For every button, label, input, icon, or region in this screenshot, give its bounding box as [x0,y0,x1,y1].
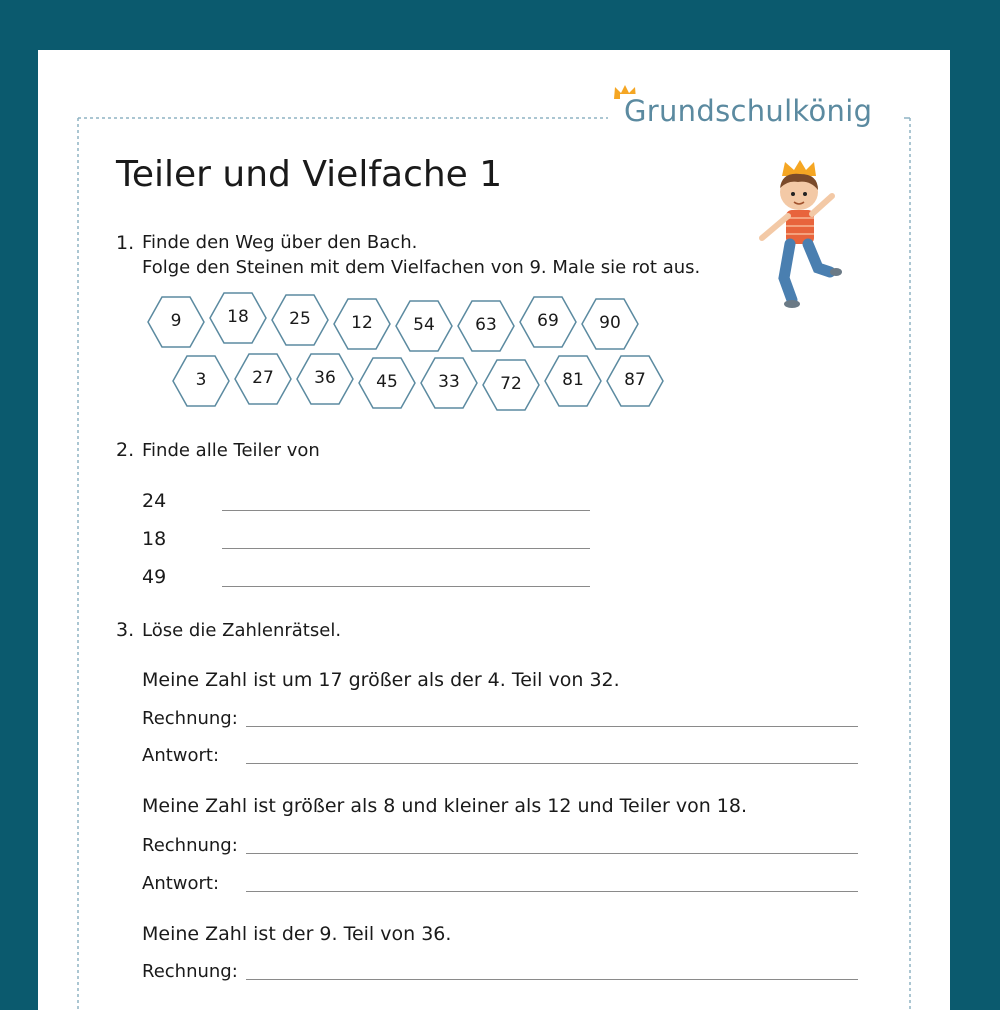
calculation-label: Rechnung: [142,961,238,982]
answer-label: Antwort: [142,873,220,894]
stone-number: 81 [562,370,584,390]
divisor-number: 24 [142,490,167,512]
task-3-number: 3. [116,619,135,641]
stone-number: 45 [376,372,398,392]
divisor-answer-line[interactable] [222,510,590,511]
stone-number: 25 [289,309,311,329]
stone-number: 12 [351,313,373,333]
stone-number: 36 [314,368,336,388]
calculation-label: Rechnung: [142,708,238,729]
task-2-text: Finde alle Teiler von [142,440,320,461]
stone-number: 18 [227,307,249,327]
calculation-label: Rechnung: [142,835,238,856]
stone-number: 72 [500,374,522,394]
calculation-line[interactable] [246,853,858,854]
divisor-number: 18 [142,528,167,550]
answer-line[interactable] [246,891,858,892]
stone-number: 54 [413,315,435,335]
stone-number: 9 [170,311,182,331]
task-1-number: 1. [116,232,135,254]
riddle-text: Meine Zahl ist größer als 8 und kleiner als 12 und Teiler von 18. [142,795,748,817]
calculation-line[interactable] [246,726,858,727]
page-title: Teiler und Vielfache 1 [116,154,503,195]
stone-number: 63 [475,315,497,335]
task-1-line-2: Folge den Steinen mit dem Vielfachen von 9. Male sie rot aus. [142,257,701,278]
answer-label: Antwort: [142,745,220,766]
task-1-line-1: Finde den Weg über den Bach. [142,232,418,253]
worksheet [38,50,950,1010]
stone-number: 69 [537,311,559,331]
brand-logo: Grundschulkönig [620,94,876,128]
task-3-text: Löse die Zahlenrätsel. [142,620,342,641]
riddle-text: Meine Zahl ist der 9. Teil von 36. [142,923,452,945]
calculation-line[interactable] [246,979,858,980]
riddle-text: Meine Zahl ist um 17 größer als der 4. Teil von 32. [142,669,620,691]
stone-number: 87 [624,370,646,390]
stone-number: 33 [438,372,460,392]
divisor-number: 49 [142,566,167,588]
stone-number: 27 [252,368,274,388]
divisor-answer-line[interactable] [222,548,590,549]
stone-number: 90 [599,313,621,333]
stone-number: 3 [195,370,207,390]
answer-line[interactable] [246,763,858,764]
divisor-answer-line[interactable] [222,586,590,587]
task-2-number: 2. [116,439,135,461]
